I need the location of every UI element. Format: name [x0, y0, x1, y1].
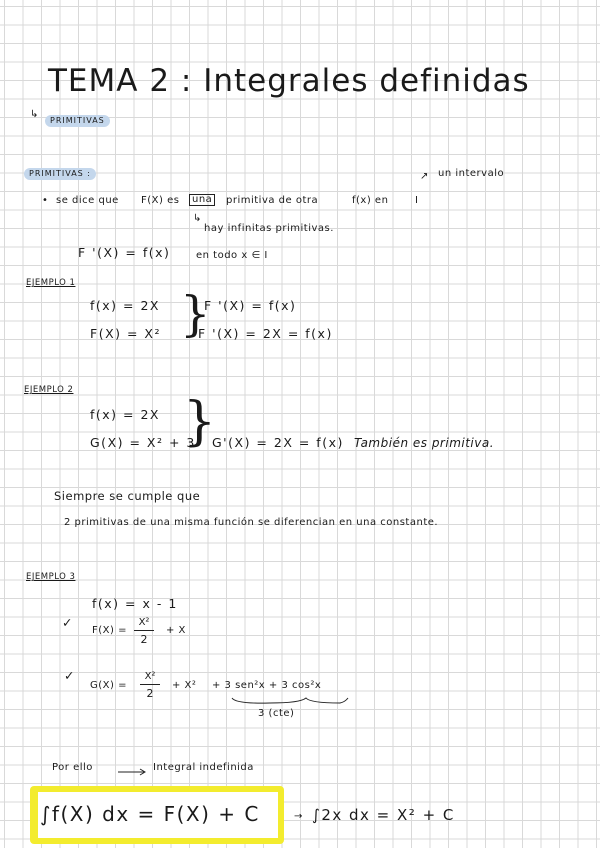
ej2-deriv: G'(X) = 2X = f(x) — [212, 435, 344, 450]
indefinite-integral-formula: ∫f(X) dx = F(X) + C — [40, 802, 260, 826]
check-icon: ✓ — [64, 668, 76, 683]
ej1-deriv-2: F '(X) = 2X = f(x) — [198, 326, 333, 341]
always-text: Siempre se cumple que — [54, 489, 201, 503]
example-3-label: EJEMPLO 3 — [26, 572, 76, 582]
ej3-line-3-constant: 3 (cte) — [258, 708, 295, 719]
def-formula-domain: en todo x ∈ I — [196, 250, 268, 261]
ej3-line-1: f(x) = x - 1 — [92, 596, 178, 611]
example-2-label: EJEMPLO 2 — [24, 385, 74, 395]
def-text-boxed: una — [189, 194, 215, 206]
arrow-up-right-icon: ↗ — [420, 171, 429, 182]
page-title: TEMA 2 : Integrales definidas — [48, 63, 530, 99]
section-pill: PRIMITIVAS : — [24, 168, 96, 180]
integral-label: Integral indefinida — [153, 762, 254, 773]
def-text-a: se dice que — [56, 195, 119, 206]
fraction-denominator: 2 — [146, 687, 154, 700]
rule-text: 2 primitivas de una misma función se diferencian en una constante. — [64, 517, 439, 528]
ej3-line-3-mid: + X² — [172, 680, 197, 691]
por-ello-text: Por ello — [52, 762, 93, 773]
def-text-b: F(X) es — [141, 195, 180, 206]
def-text-d: primitiva de otra — [226, 195, 319, 206]
bullet-icon: • — [42, 195, 49, 206]
right-brace-icon: } — [180, 286, 212, 342]
integral-example: ∫2x dx = X² + C — [312, 806, 455, 824]
underbrace — [232, 698, 348, 703]
fraction-denominator: 2 — [140, 633, 148, 646]
fraction-numerator: X² — [138, 617, 150, 628]
arrow-right-icon: → — [294, 811, 303, 822]
ej2-line-2: G(X) = X² + 3 — [90, 435, 196, 450]
subtitle-pill: PRIMITIVAS — [45, 115, 110, 127]
ej1-line-2: F(X) = X² — [90, 326, 162, 341]
ej1-line-1: f(x) = 2X — [90, 298, 160, 313]
note-interval: un intervalo — [438, 168, 505, 179]
ej2-line-1: f(x) = 2X — [90, 407, 160, 422]
ej2-note: También es primitiva. — [354, 436, 495, 450]
fraction-numerator: X² — [144, 671, 156, 682]
ej1-deriv-1: F '(X) = f(x) — [204, 298, 297, 313]
ej3-line-2-rhs: + X — [166, 625, 186, 636]
ej3-line-3-lhs: G(X) = — [90, 680, 127, 691]
right-brace-icon: } — [183, 392, 217, 452]
hook-arrow-icon: ↳ — [193, 213, 202, 224]
hook-arrow-icon: ↳ — [30, 109, 39, 120]
ej3-line-2-lhs: F(X) = — [92, 625, 127, 636]
example-1-label: EJEMPLO 1 — [26, 278, 76, 288]
note-infinite: hay infinitas primitivas. — [204, 223, 334, 234]
ej3-line-3-trig: + 3 sen²x + 3 cos²x — [212, 680, 322, 691]
def-text-f: I — [415, 195, 419, 206]
def-formula: F '(X) = f(x) — [78, 245, 171, 260]
def-text-e: f(x) en — [352, 195, 389, 206]
check-icon: ✓ — [62, 615, 74, 630]
